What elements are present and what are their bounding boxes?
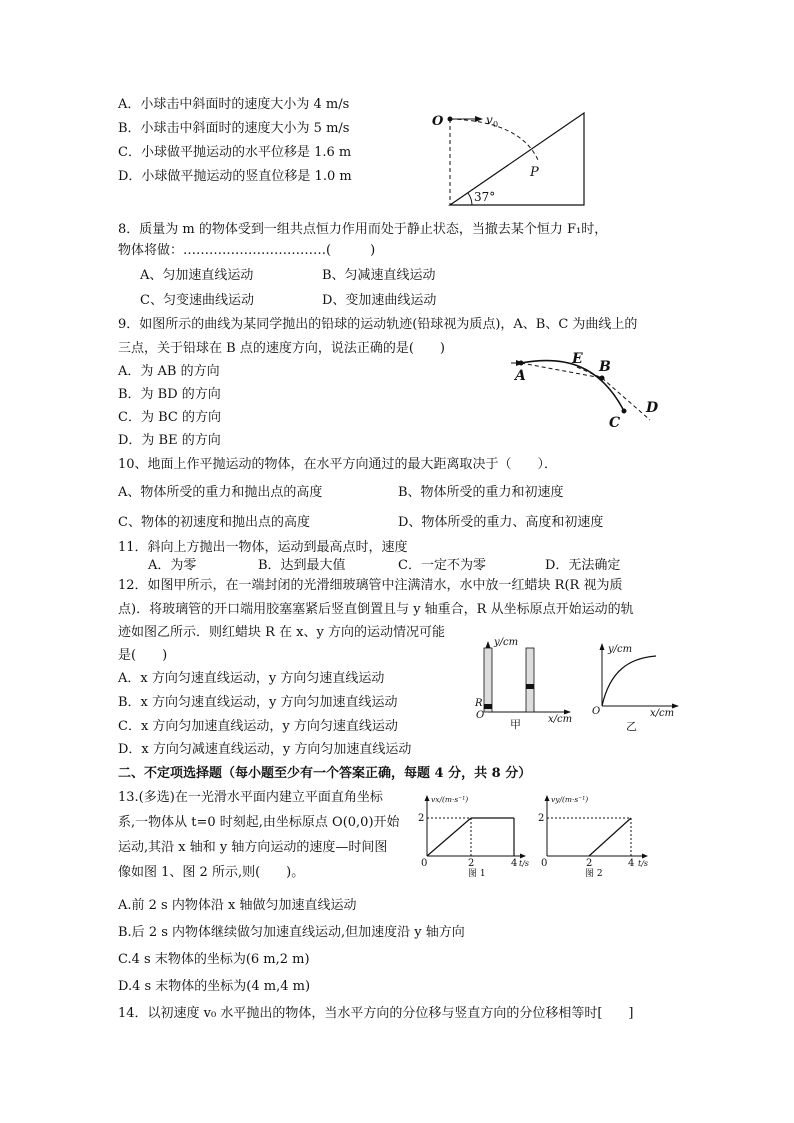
q13-stem-line4: 像如图 1、图 2 所示,则( )。 [118, 865, 305, 880]
caption: 图 2 [585, 869, 603, 879]
label-jia: 甲 [510, 718, 521, 731]
q11-stem: 11．斜向上方抛出一物体，运动到最高点时，速度 [118, 540, 408, 555]
wax-block-2 [526, 684, 534, 689]
q9-option-b: B．为 BD 的方向 [118, 387, 221, 402]
q12-stem-line1: 12．如图甲所示，在一端封闭的光滑细玻璃管中注满清水，水中放一红蜡块 R(R 视为质 [118, 578, 623, 593]
label-C: C [609, 415, 621, 431]
label-v0: v [486, 113, 493, 127]
label-O: O [432, 114, 444, 129]
tick-t4: 4 [511, 858, 518, 869]
q13-stem-line2: 系,一物体从 t=0 时刻起,由坐标原点 O(0,0)开始 [118, 815, 400, 830]
q12-figure-yi [590, 640, 685, 735]
q12-figure-jia [472, 634, 577, 734]
point-C [622, 409, 627, 414]
section-2-heading: 二、不定项选择题（每小题至少有一个答案正确，每题 4 分，共 8 分） [118, 766, 532, 781]
label-P: P [530, 165, 539, 180]
q12-stem-line2: 点)．将玻璃管的开口端用胶塞塞紧后竖直倒置且与 y 轴重合，R 从坐标原点开始运动的轨 [118, 602, 634, 617]
q13-option-d: D.4 s 末物体的坐标为(4 m,4 m) [118, 979, 311, 994]
tick-v2: 2 [538, 813, 545, 824]
q7-option-a: A．小球击中斜面时的速度大小为 4 m/s [118, 97, 350, 112]
label-ycm: y/cm [494, 637, 519, 648]
q11-option-d: D．无法确定 [545, 558, 621, 573]
ylabel: vy/(m·s⁻¹) [551, 795, 589, 804]
label-R: R [475, 698, 483, 709]
q9-stem-line2: 三点，关于铅球在 B 点的速度方向，说法正确的是( ) [118, 341, 445, 356]
label-angle: 37° [474, 190, 496, 204]
q8-stem-line1: 8．质量为 m 的物体受到一组共点恒力作用而处于静止状态，当撤去某个恒力 F₁时， [118, 222, 608, 237]
label-O: O [476, 710, 485, 721]
q10-option-b: B、物体所受的重力和初速度 [398, 485, 564, 500]
q13-stem-line3: 运动,其沿 x 轴和 y 轴方向运动的速度—时间图 [118, 840, 388, 855]
tick-v2: 2 [418, 813, 425, 824]
q7-option-b: B．小球击中斜面时的速度大小为 5 m/s [118, 121, 350, 136]
q12-option-c: C．x 方向匀加速直线运动，y 方向匀速直线运动 [118, 719, 398, 734]
q9-option-d: D．为 BE 的方向 [118, 433, 221, 448]
trajectory-curve [602, 656, 656, 706]
incline-triangle [450, 113, 584, 205]
q7-incline-figure [420, 105, 620, 215]
xlabel: t/s [638, 859, 649, 868]
q11-option-b: B．达到最大值 [258, 558, 346, 573]
q8-option-a: A、匀加速直线运动 [140, 268, 254, 283]
q13-figure-2 [535, 790, 660, 880]
q12-option-a: A．x 方向匀速直线运动，y 方向匀速直线运动 [118, 671, 385, 686]
point-B [600, 376, 605, 381]
q12-stem-line3: 迹如图乙所示．则红蜡块 R 在 x、y 方向的运动情况可能 [118, 625, 445, 640]
q12-option-b: B．x 方向匀速直线运动，y 方向匀加速直线运动 [118, 695, 398, 710]
label-O: O [592, 706, 601, 717]
label-ycm: y/cm [608, 644, 633, 655]
q7-option-c: C．小球做平抛运动的水平位移是 1.6 m [118, 145, 352, 160]
angle-arc [468, 193, 472, 205]
q11-option-a: A．为零 [148, 558, 197, 573]
q13-option-a: A.前 2 s 内物体沿 x 轴做匀加速直线运动 [118, 898, 357, 913]
vx-segment-1 [427, 818, 471, 856]
label-xcm: x/cm [548, 714, 573, 725]
q9-stem-line1: 9．如图所示的曲线为某同学抛出的铅球的运动轨迹(铅球视为质点)，A、B、C 为曲线上的 [118, 317, 638, 332]
tick-0: 0 [421, 858, 428, 869]
wax-block [484, 704, 492, 709]
q9-option-a: A．为 AB 的方向 [118, 364, 220, 379]
q12-option-d: D．x 方向匀减速直线运动，y 方向匀加速直线运动 [118, 742, 412, 757]
xlabel: t/s [519, 859, 530, 868]
q13-option-b: B.后 2 s 内物体继续做匀加速直线运动,但加速度沿 y 轴方向 [118, 925, 465, 940]
tick-t4: 4 [628, 858, 635, 869]
label-xcm: x/cm [650, 708, 675, 719]
tube-left [484, 648, 492, 712]
line-BD [602, 378, 650, 420]
q9-trajectory-figure [505, 345, 670, 435]
label-yi: 乙 [626, 720, 637, 733]
q10-option-c: C、物体的初速度和抛出点的高度 [118, 515, 310, 530]
q14-stem: 14．以初速度 v₀ 水平抛出的物体，当水平方向的分位移与竖直方向的分位移相等时[ ] [118, 1006, 634, 1021]
label-A: A [515, 368, 526, 384]
label-B: B [599, 359, 611, 375]
q8-stem-line2: 物体将做：……………………………( ) [118, 243, 376, 258]
tick-t2: 2 [468, 858, 475, 869]
q10-stem: 10、地面上作平抛运动的物体，在水平方向通过的最大距离取决于（ ）． [118, 457, 558, 472]
q11-option-c: C．一定不为零 [398, 558, 486, 573]
tick-0: 0 [541, 858, 548, 869]
ball [448, 117, 453, 122]
q8-option-c: C、匀变速曲线运动 [140, 293, 254, 308]
q8-option-b: B、匀减速直线运动 [322, 268, 436, 283]
q13-figure-1 [415, 790, 535, 880]
caption: 图 1 [468, 869, 486, 879]
ylabel: vx/(m·s⁻¹) [431, 795, 469, 804]
q10-option-a: A、物体所受的重力和抛出点的高度 [118, 485, 323, 500]
q10-option-d: D、物体所受的重力、高度和初速度 [398, 515, 604, 530]
q9-option-c: C．为 BC 的方向 [118, 410, 221, 425]
q12-stem-line4: 是( ) [118, 648, 168, 663]
label-E: E [572, 351, 583, 367]
label-D: D [646, 400, 659, 416]
point-A [519, 361, 524, 366]
q8-option-d: D、变加速曲线运动 [322, 293, 437, 308]
vy-segment [589, 818, 631, 856]
q7-option-d: D．小球做平抛运动的竖直位移是 1.0 m [118, 169, 352, 184]
line-AB [521, 363, 602, 378]
q13-option-c: C.4 s 末物体的坐标为(6 m,2 m) [118, 952, 310, 967]
label-v0-sub: 0 [493, 120, 499, 129]
tick-t2: 2 [586, 858, 593, 869]
q13-stem-line1: 13.(多选)在一光滑水平面内建立平面直角坐标 [118, 790, 383, 805]
tube-right [526, 648, 534, 712]
